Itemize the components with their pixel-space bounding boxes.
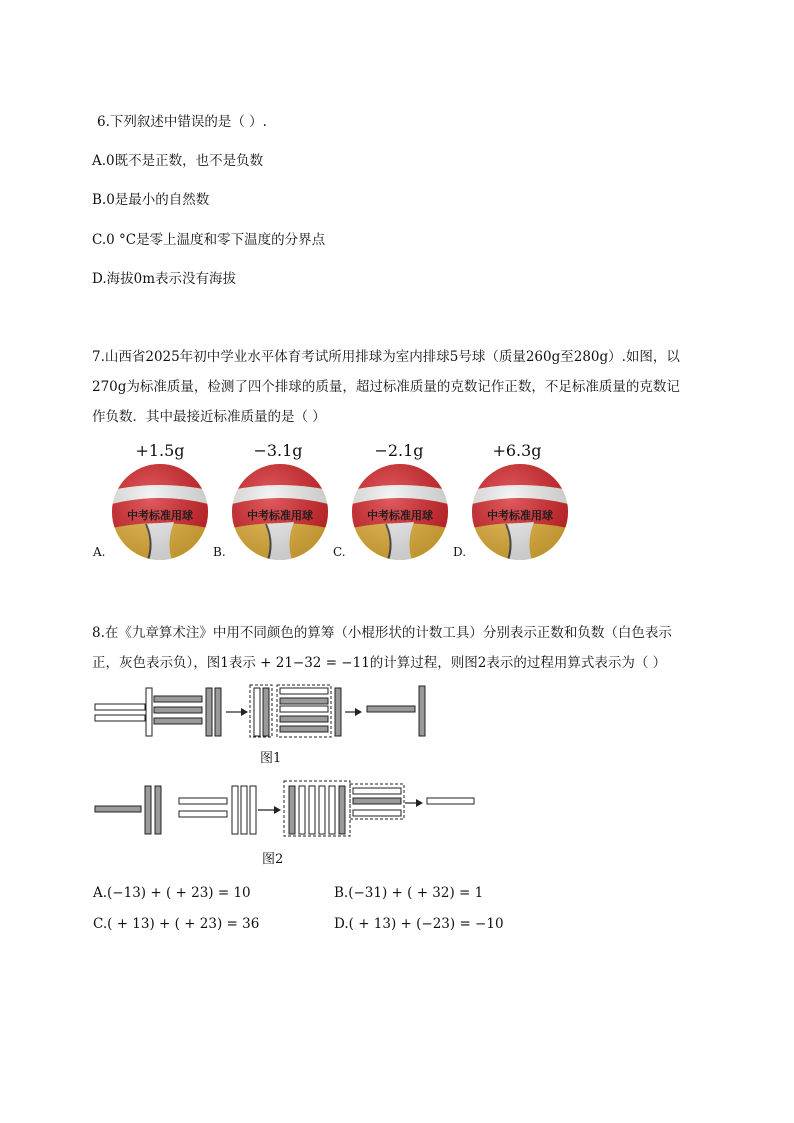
gray-rod-horizontal xyxy=(367,706,415,712)
gray-rod-horizontal xyxy=(280,726,328,732)
gray-rod-vertical xyxy=(145,786,151,834)
gray-rod-horizontal xyxy=(154,707,202,713)
white-rod-horizontal xyxy=(95,715,145,721)
q6-option-a: A.0既不是正数，也不是负数 xyxy=(92,153,264,169)
white-rod-horizontal xyxy=(179,798,227,804)
q6-option-d: D.海拔0m表示没有海拔 xyxy=(92,271,237,287)
arrow-head xyxy=(355,708,362,716)
white-rod-horizontal xyxy=(353,788,401,794)
white-rod-vertical xyxy=(241,786,247,834)
ball-weight-label: −3.1g xyxy=(253,441,303,460)
q8-option-a: A.(−13) + ( + 23) = 10 xyxy=(93,885,251,901)
ball-weight-label: +1.5g xyxy=(135,441,185,460)
gray-rod-horizontal xyxy=(154,718,202,724)
q8-option-d: D.( + 13) + (−23) = −10 xyxy=(334,916,504,932)
gray-rod-horizontal xyxy=(95,806,141,812)
white-rod-vertical xyxy=(309,786,315,834)
ball-option-label: B. xyxy=(213,545,226,559)
arrow-head xyxy=(274,806,281,814)
white-rod-horizontal xyxy=(353,810,401,816)
gray-rod-horizontal xyxy=(154,696,202,702)
white-rod-horizontal xyxy=(280,688,328,694)
gray-rod-horizontal xyxy=(353,798,401,804)
figure-1-caption: 图1 xyxy=(260,751,282,766)
q6-option-b: B.0是最小的自然数 xyxy=(92,192,210,208)
q6-stem: 6.下列叙述中错误的是（ ）. xyxy=(97,114,267,130)
white-rod-horizontal xyxy=(280,706,328,712)
white-rod-horizontal xyxy=(427,798,474,804)
arrow-head xyxy=(241,708,248,716)
gray-rod-vertical xyxy=(263,688,269,736)
q7-stem-line3: 作负数．其中最接近标准质量的是（ ） xyxy=(92,409,326,425)
ball-option-label: C. xyxy=(333,545,346,559)
ball-option-label: D. xyxy=(453,545,467,559)
ball-weight-label: +6.3g xyxy=(492,441,542,460)
white-rod-vertical xyxy=(232,786,238,834)
white-rod-vertical xyxy=(254,688,260,736)
q8-option-b: B.(−31) + ( + 32) = 1 xyxy=(334,885,484,901)
gray-rod-vertical xyxy=(215,688,221,736)
svg-text:中考标准用球: 中考标准用球 xyxy=(127,509,193,522)
ball-weight-label: −2.1g xyxy=(374,441,424,460)
white-rod-vertical xyxy=(299,786,305,834)
q7-stem-line2: 270g为标准质量，检测了四个排球的质量，超过标准质量的克数记作正数，不足标准质量的克数记 xyxy=(92,379,680,395)
gray-rod-horizontal xyxy=(280,698,328,704)
q8-option-c: C.( + 13) + ( + 23) = 36 xyxy=(93,916,260,932)
gray-rod-vertical xyxy=(419,686,425,736)
white-rod-vertical xyxy=(250,786,256,834)
svg-text:中考标准用球: 中考标准用球 xyxy=(247,509,313,522)
gray-rod-horizontal xyxy=(280,716,328,722)
white-rod-vertical xyxy=(146,688,152,736)
q8-stem-line2: 正，灰色表示负），图1表示 + 21−32 = −11的计算过程，则图2表示的过程用算式表示为（ ） xyxy=(92,655,667,671)
white-rod-horizontal xyxy=(179,811,227,817)
gray-rod-vertical xyxy=(206,688,212,736)
gray-rod-vertical xyxy=(289,786,295,834)
white-rod-vertical xyxy=(319,786,325,834)
svg-text:中考标准用球: 中考标准用球 xyxy=(367,509,433,522)
white-rod-vertical xyxy=(329,786,335,834)
figure-2-caption: 图2 xyxy=(262,852,284,867)
gray-rod-vertical xyxy=(335,688,341,736)
q6-option-c: C.0 °C是零上温度和零下温度的分界点 xyxy=(92,232,326,248)
ball-option-label: A. xyxy=(93,545,106,559)
q8-stem-line1: 8.在《九章算术注》中用不同颜色的算筹（小棍形状的计数工具）分别表示正数和负数（白色表示 xyxy=(92,625,672,641)
arrow-head xyxy=(416,799,423,807)
gray-rod-vertical xyxy=(155,786,161,834)
white-rod-horizontal xyxy=(95,704,145,710)
svg-text:中考标准用球: 中考标准用球 xyxy=(487,509,553,522)
q7-stem-line1: 7.山西省2025年初中学业水平体育考试所用排球为室内排球5号球（质量260g至280g）.如图，以 xyxy=(92,349,680,365)
gray-rod-vertical xyxy=(339,786,345,834)
